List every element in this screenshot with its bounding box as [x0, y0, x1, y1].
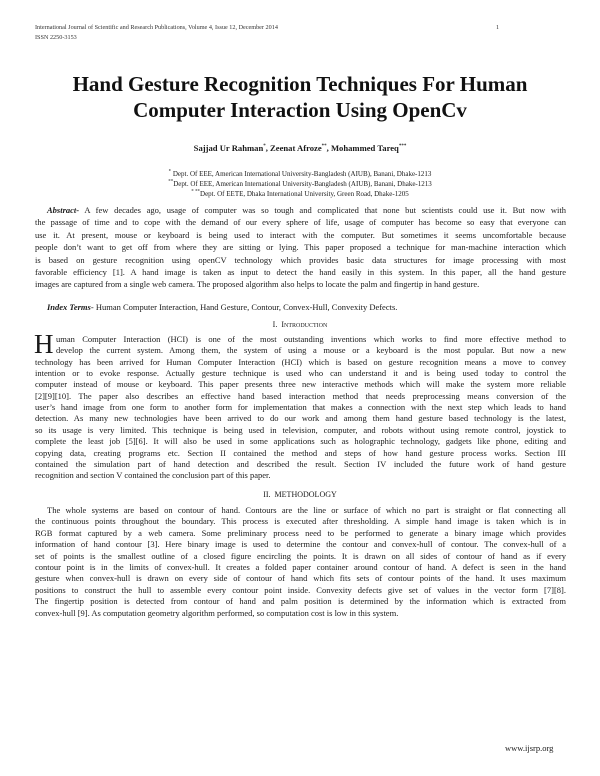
line-text: contour point is in the limits of convex-hull. It creates a folded paper container around contour of hand. A defect is seen in the hand: [35, 562, 566, 572]
line-text: technology has been arrived for Human Computer Interaction (HCI) which is based on gesture recognition means a move to convey: [35, 356, 566, 367]
line-text: recognition and section V contained the conclusion part of this paper.: [35, 470, 271, 481]
line-text: use it. At present, mouse or keyboard is being used to interact with the computer. But sometimes it seems uncomfortable because: [35, 229, 566, 240]
line-text: contained the simulation part of hand detection and described the result. Section IV included the future work of hand gesture: [35, 458, 566, 469]
line-text: The whole systems are based on contour of hand. Contours are the line or surface of which no part is straight or flat connecting all: [47, 505, 566, 515]
affiliation-mark: *: [168, 169, 172, 175]
text-line: [35, 279, 566, 289]
affiliation-text: Dept. Of EETE, Dhaka International University, Green Road, Dhake-1205: [200, 190, 409, 198]
text-line: [35, 551, 566, 561]
text-line: [47, 205, 566, 215]
line-text: the passage of time and to cope with the demand of our every sphere of life, usage of computer has become so easy that everyone can: [35, 217, 566, 228]
text-line: [35, 368, 566, 378]
line-text: computer instead of mouse or keyboard. This paper presents three new interactive methods which will make the system more reliable: [35, 379, 566, 390]
text-line: [35, 448, 566, 458]
text-line: [35, 573, 566, 583]
index-terms-label: Index Terms: [47, 302, 91, 312]
line-text: user’s hand image from one form to another form for implementation that makes a connection with the next step which leads to hand: [35, 402, 566, 413]
line-text: the continuous points throughout the boundary. This process is executed after thresholding. A simple hand image is taken which is in: [35, 516, 566, 527]
footer-url: www.ijsrp.org: [505, 743, 554, 753]
text-line: [35, 267, 566, 277]
line-text: complete the least job [5][6]. It will also be used in some applications such as holographic technology, gadgets like phone, editing and: [35, 436, 566, 447]
section-heading-introduction: [273, 320, 328, 329]
author-list: Sajjad Ur Rahman*, Zeenat Afroze**, Mohammed Tareq***: [193, 143, 407, 153]
journal-header: International Journal of Scientific and Research Publications, Volume 4, Issue 12, December 2014: [35, 24, 278, 31]
line-text: images are captured from a single web camera. The proposed algorithm also helps to locate the palm and fingertip in hand gesture.: [35, 279, 480, 290]
text-line: [35, 217, 566, 227]
affiliation-mark: **: [168, 179, 174, 185]
text-line: [35, 357, 566, 367]
text-line: [35, 425, 566, 435]
text-line: [35, 470, 566, 480]
line-text: information of hand contour [3]. Here binary image is used to determine the contour and convex-hull of contour. The convex-hull of a: [35, 539, 566, 550]
text-line: [35, 539, 566, 549]
text-line: [35, 562, 566, 572]
affiliation-text: Dept. Of EEE, American International University-Bangladesh (AIUB), Banani, Dhake-1213: [171, 170, 432, 178]
line-text: positions to construct the hull to assemble every contour point inside. Convexity defects give set of values in the vector form [7][8].: [35, 584, 566, 595]
text-line: [35, 596, 566, 606]
text-line: [35, 516, 566, 526]
author-mark: **: [321, 144, 327, 150]
line-text: copying data, creating programs etc. Section II contained the method and steps of how hand gesture process works. Section III: [35, 447, 566, 458]
issn: ISSN 2250-3153: [35, 34, 77, 41]
author-name: Zeenat Afroze: [270, 143, 322, 153]
text-line: [35, 379, 566, 389]
line-text: gesture when convex-hull is drawn on every side of contour of hand which fits sets of contour points of the hand. It uses maximum: [35, 573, 566, 584]
section-number: II.: [263, 490, 271, 499]
text-line: [35, 230, 566, 240]
abstract-label: Abstract-: [47, 205, 80, 215]
section-title: Introduction: [281, 320, 328, 329]
affiliation-mark: * **: [191, 189, 201, 195]
title-line-2: Computer Interaction Using OpenCv: [133, 98, 467, 122]
drop-cap: H: [34, 329, 54, 359]
line-text: convex-hull [9]. As computation geometry algorithm performed, so computation cost is low in this system.: [35, 607, 399, 618]
text-line: [56, 334, 566, 344]
page-number: 1: [496, 24, 500, 31]
text-line: [56, 345, 566, 355]
text-line: [35, 459, 566, 469]
affiliation: [168, 180, 432, 189]
text-line: [35, 402, 566, 412]
text-line: [35, 436, 566, 446]
line-text: A few decades ago, usage of computer was so tough and complicated that none but scientists could use it. But now with: [79, 205, 566, 215]
section-number: I.: [272, 320, 278, 329]
section-title: METHODOLOGY: [274, 490, 337, 499]
author-name: Sajjad Ur Rahman: [193, 143, 264, 153]
line-text: set of points is the smallest outline of a closed figure encircling the points. It is drawn on all sides of contour of hand as if every: [35, 550, 566, 561]
author-mark: *: [263, 144, 266, 150]
line-text: so its usage is very limited. This technique is being used in television, computer, and robots without using remote control, joystick to: [35, 424, 566, 435]
line-text: is based on gesture recognition using openCV technology which provides basic data structures for image processing with most: [35, 254, 566, 265]
affiliation: [191, 190, 408, 199]
author-mark: ***: [398, 144, 407, 150]
line-text: The fingertip position is detected from contour of hand and palm position is determined by the information which is extracted from: [35, 596, 566, 607]
text-line: [35, 413, 566, 423]
line-text: intention or to evoke response. Actually gesture technique is used who can understand it and is being used today to control the: [35, 368, 566, 379]
line-text: favorable efficiency [1]. A hand image is taken as input to detect the hand easily in this system. In this paper, all the hand gesture: [35, 267, 566, 277]
text-line: [35, 608, 566, 618]
index-terms-text: - Human Computer Interaction, Hand Gesture, Contour, Convex-Hull, Convexity Defects.: [90, 302, 398, 312]
line-text: [2][9][10]. The paper also describes an effective hand based interaction method that needs preprocessing means conversion of the: [35, 390, 566, 401]
affiliation: [169, 170, 432, 179]
section-heading-methodology: [263, 490, 337, 499]
affiliation-text: Dept. Of EEE, American International University-Bangladesh (AIUB), Banani, Dhake-1213: [173, 180, 432, 188]
author-name: Mohammed Tareq: [330, 143, 399, 153]
text-line: [35, 242, 566, 252]
line-text: people don’t want to get off from where they are sitting or lying. This paper proposed a technique for man-machine interaction which: [35, 242, 566, 253]
line-text: uman Computer Interaction (HCI) is one of the most outstanding inventions which works to find more effective method to: [56, 334, 566, 344]
line-text: RGB format captured by a web camera. Some preliminary process need to be performed to generate a binary image which provides: [35, 527, 566, 538]
line-text: detection. As many new technologies have been arrived to do our work and among them hand gesture based technology is the latest,: [35, 413, 566, 424]
text-line: [35, 528, 566, 538]
text-line: [35, 391, 566, 401]
text-line: [47, 505, 566, 515]
text-line: [35, 255, 566, 265]
line-text: develop the current system. Among them, the system of using a mouse or a keyboard is the most popular. But now a new: [56, 345, 566, 356]
index-terms: [47, 302, 566, 312]
title-line-1: Hand Gesture Recognition Techniques For Human: [72, 72, 528, 96]
text-line: [35, 585, 566, 595]
